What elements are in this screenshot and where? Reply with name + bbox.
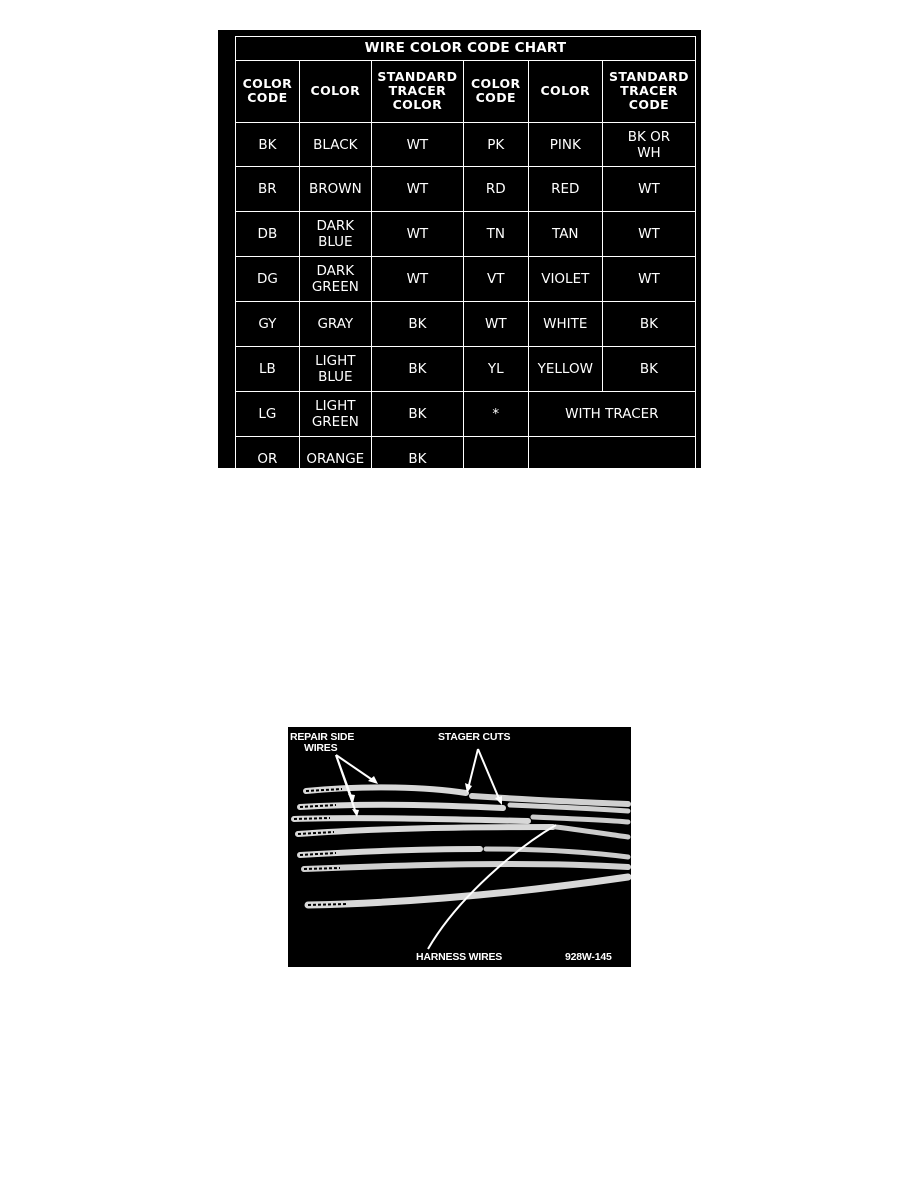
table-cell: TN (463, 212, 528, 257)
table-cell: PINK (528, 122, 602, 167)
table-cell: GY (236, 302, 300, 347)
table-row (236, 302, 696, 347)
table-cell: BK (371, 437, 463, 482)
table-cell: GRAY (299, 302, 371, 347)
table-cell: RED (528, 167, 602, 212)
table-row (236, 347, 696, 392)
table-cell: WT (602, 257, 695, 302)
table-row (236, 122, 696, 167)
column-header: STANDARD TRACER CODE (602, 60, 695, 122)
table-cell: YL (463, 347, 528, 392)
harness-wire (533, 817, 628, 822)
stager-cut-arrow (478, 749, 500, 801)
table-cell: BK (371, 302, 463, 347)
table-cell (528, 437, 695, 482)
table-cell: DARK GREEN (299, 257, 371, 302)
repair-wire (306, 787, 466, 793)
table-cell: BK (371, 392, 463, 437)
table-cell: VIOLET (528, 257, 602, 302)
repair-side-label-line1: REPAIR SIDE (290, 731, 355, 743)
harness-wire (472, 796, 628, 804)
table-row (236, 167, 696, 212)
wire-color-table (235, 36, 696, 482)
chart-title: WIRE COLOR CODE CHART (236, 37, 696, 61)
table-cell: BK (602, 302, 695, 347)
table-cell: WHITE (528, 302, 602, 347)
harness-wire (304, 864, 628, 869)
table-cell: BK (371, 347, 463, 392)
harness-wire (486, 849, 628, 857)
harness-wires-label: HARNESS WIRES (416, 951, 503, 963)
table-cell (463, 437, 528, 482)
table-cell: ORANGE (299, 437, 371, 482)
repair-side-label-line2: WIRES (304, 742, 338, 754)
table-cell: LG (236, 392, 300, 437)
chart-title-row (236, 37, 696, 61)
table-cell: BK (602, 347, 695, 392)
column-header: COLOR CODE (236, 60, 300, 122)
table-row (236, 392, 696, 437)
harness-wire (308, 877, 628, 905)
table-cell: TAN (528, 212, 602, 257)
repair-side-wires-label (290, 732, 354, 754)
table-cell: BLACK (299, 122, 371, 167)
stager-cuts-label: STAGER CUTS (438, 731, 511, 743)
table-cell: BK OR WH (602, 122, 695, 167)
table-cell: WT (602, 167, 695, 212)
table-cell: WT (463, 302, 528, 347)
table-cell: OR (236, 437, 300, 482)
table-row (236, 257, 696, 302)
column-header: COLOR (528, 60, 602, 122)
column-header: COLOR CODE (463, 60, 528, 122)
table-cell: WT (371, 212, 463, 257)
stager-cut-arrow (468, 749, 478, 789)
table-cell: WITH TRACER (528, 392, 695, 437)
table-cell: WT (371, 167, 463, 212)
harness-wire (556, 827, 628, 837)
chart-header-row (236, 60, 696, 122)
table-cell: VT (463, 257, 528, 302)
table-cell: LIGHT GREEN (299, 392, 371, 437)
table-cell: BROWN (299, 167, 371, 212)
repair-wire (298, 827, 553, 834)
table-cell: WT (371, 122, 463, 167)
table-cell: WT (602, 212, 695, 257)
table-cell: YELLOW (528, 347, 602, 392)
table-cell: DG (236, 257, 300, 302)
table-cell: * (463, 392, 528, 437)
table-cell: PK (463, 122, 528, 167)
table-cell: DB (236, 212, 300, 257)
column-header: COLOR (299, 60, 371, 122)
table-cell: LB (236, 347, 300, 392)
table-cell: RD (463, 167, 528, 212)
wires-drawing (288, 727, 631, 967)
table-cell: BK (236, 122, 300, 167)
chart-body (236, 37, 696, 482)
table-row (236, 212, 696, 257)
figure-code-label: 928W-145 (565, 951, 612, 963)
table-cell: DARK BLUE (299, 212, 371, 257)
table-cell: WT (371, 257, 463, 302)
table-cell: BR (236, 167, 300, 212)
column-header: STANDARD TRACER COLOR (371, 60, 463, 122)
table-cell: LIGHT BLUE (299, 347, 371, 392)
wire-repair-illustration (288, 727, 631, 967)
wire-color-code-chart (218, 30, 701, 468)
table-row (236, 437, 696, 482)
